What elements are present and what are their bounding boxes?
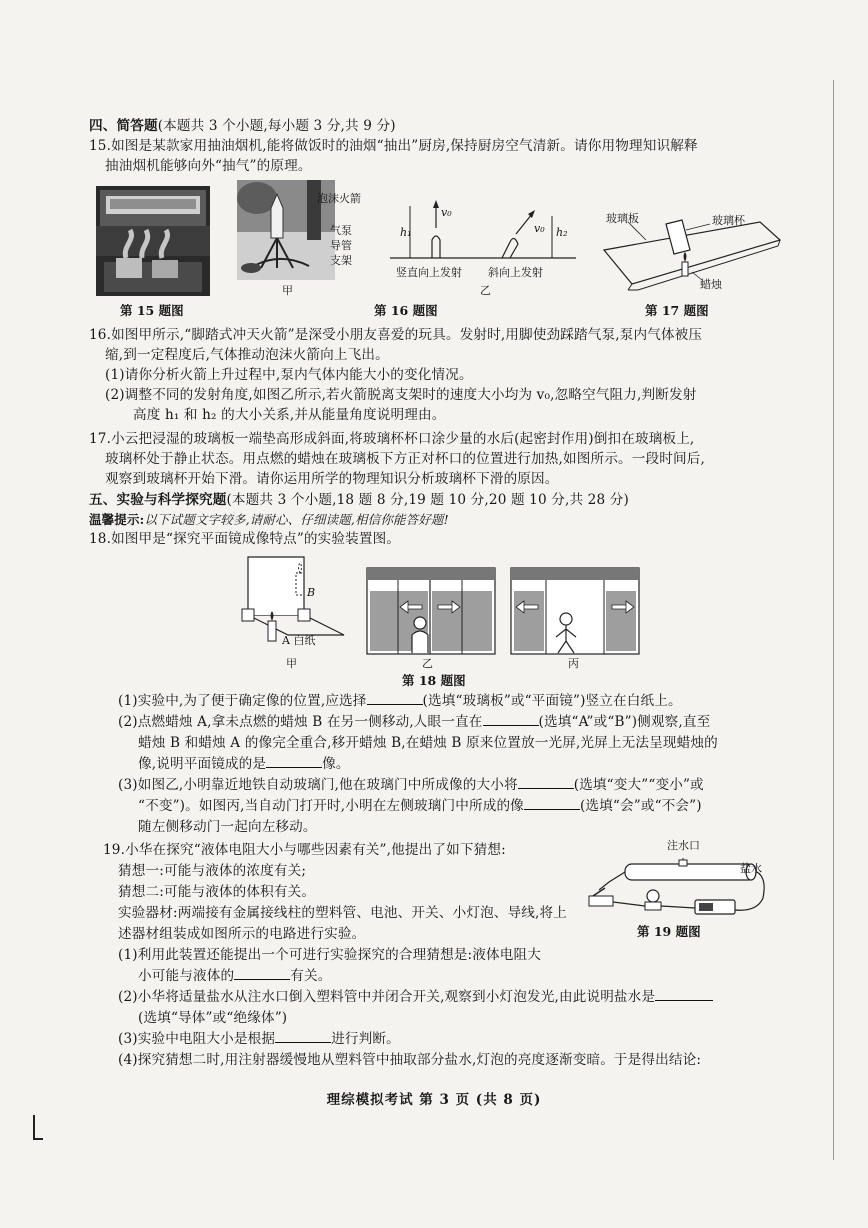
- q18-s3-blank-2[interactable]: [524, 797, 580, 810]
- section4-title: 四、简答题: [89, 118, 158, 134]
- section5-heading: [89, 491, 629, 509]
- fig16-oblique-label: 斜向上发射: [488, 266, 543, 279]
- fig18-label-b: B: [307, 586, 316, 599]
- q19-intro: 19.小华在探究“液体电阻大小与哪些因素有关”,他提出了如下猜想:: [103, 842, 506, 858]
- corner-mark-bottom: [33, 1138, 43, 1140]
- q19-s4: (4)探究猜想二时,用注射器缓慢地从塑料管中抽取部分盐水,灯泡的亮度逐渐变暗。于是得出结论:: [118, 1052, 702, 1068]
- fig18-label-a-paper: A 白纸: [282, 634, 316, 647]
- q19-s1-line2: [138, 967, 331, 985]
- q18-s2-line3: [138, 755, 350, 773]
- section5-note: (本题共 3 个小题,18 题 8 分,19 题 10 分,20 题 10 分,共 28 分): [226, 492, 629, 508]
- tip-label: 温馨提示:: [89, 512, 145, 527]
- tip-line: [89, 511, 449, 529]
- q19-equip-line2: 述器材组装成如图所示的电路进行实验。: [118, 926, 366, 942]
- fig17-label-glass-plate: 玻璃板: [606, 212, 639, 225]
- page-footer: 理综模拟考试 第 3 页 (共 8 页): [326, 1092, 542, 1108]
- q16-line1: 16.如图甲所示,“脚踏式冲天火箭”是深受小朋友喜爱的玩具。发射时,用脚使劲踩踏气泵,泵内气体被压: [89, 327, 703, 343]
- q19-s3-text-b: 进行判断。: [331, 1031, 400, 1047]
- q16-line2: 缩,到一定程度后,气体推动泡沫火箭向上飞出。: [105, 347, 389, 363]
- q19-s3: [118, 1030, 400, 1048]
- fig18-bing-door-open: [510, 567, 640, 655]
- q17-line3: 观察到玻璃杯开始下滑。请你运用所学的物理知识分析玻璃杯下滑的原因。: [105, 471, 559, 487]
- q18-s2-text-a: (2)点燃蜡烛 A,拿未点燃的蜡烛 B 在另一侧移动,人眼一直在: [118, 714, 483, 730]
- fig16-v0-label-2: v₀: [534, 222, 545, 235]
- corner-mark: [33, 1115, 35, 1139]
- q19-equip-line1: 实验器材:两端接有金属接线柱的塑料管、电池、开关、小灯泡、导线,将上: [118, 905, 567, 921]
- section4-heading: [89, 117, 396, 135]
- fig15-caption: 第 15 题图: [120, 303, 184, 318]
- fig15-range-hood-photo: [96, 186, 210, 296]
- q19-s1-text-c: 有关。: [290, 968, 332, 984]
- q16-sub1: (1)请你分析火箭上升过程中,泵内气体内能大小的变化情况。: [105, 367, 473, 383]
- fig18-jia-label: 甲: [286, 657, 297, 670]
- q18-s3-text-c: “不变”)。如图丙,当自动门打开时,小明在左侧玻璃门中所成的像: [138, 798, 524, 814]
- fig19-caption: 第 19 题图: [637, 924, 701, 939]
- fig16-h1-label: h₁: [400, 226, 412, 239]
- q18-s3-text-b: (选填“变大”“变小”或: [573, 777, 704, 793]
- q18-s1-blank[interactable]: [367, 692, 423, 705]
- q19-s2-blank[interactable]: [655, 988, 713, 1001]
- q18-s1-text-b: (选填“玻璃板”或“平面镜”)竖立在白纸上。: [422, 693, 682, 709]
- q18-s2: [118, 713, 710, 731]
- q18-s3-text-a: (3)如图乙,小明靠近地铁自动玻璃门,他在玻璃门中所成像的大小将: [118, 777, 518, 793]
- q18-s2-blank-2[interactable]: [266, 755, 322, 768]
- q17-line1: 17.小云把浸湿的玻璃板一端垫高形成斜面,将玻璃杯杯口涂少量的水后(起密封作用)倒扣在玻璃板上,: [89, 431, 695, 447]
- q18-s1-text-a: (1)实验中,为了便于确定像的位置,应选择: [118, 693, 367, 709]
- fig16-vertical-label: 竖直向上发射: [396, 266, 462, 279]
- fig19-inlet-label: 注水口: [667, 839, 700, 852]
- fig18-yi-door-closed: [366, 567, 496, 655]
- fig16-caption: 第 16 题图: [374, 303, 438, 318]
- q19-s3-blank[interactable]: [275, 1030, 331, 1043]
- fig18-bing-label: 丙: [568, 657, 579, 670]
- q19-s2: [118, 988, 713, 1006]
- scan-edge-line: [833, 80, 834, 1160]
- q19-s1-blank[interactable]: [234, 967, 290, 980]
- fig16-v0-label-1: v₀: [441, 206, 452, 219]
- q19-s1-text-b: 小可能与液体的: [138, 968, 235, 984]
- fig16-h2-label: h₂: [556, 226, 568, 239]
- fig16-yi-label: 乙: [480, 284, 491, 297]
- fig16-label-tube: 导管: [330, 239, 352, 252]
- q18-s1: [118, 692, 682, 710]
- q19-guess1: 猜想一:可能与液体的浓度有关;: [118, 863, 307, 879]
- section4-note: (本题共 3 个小题,每小题 3 分,共 9 分): [157, 118, 396, 134]
- q19-guess2: 猜想二:可能与液体的体积有关。: [118, 884, 316, 900]
- q18-s3-text-d: (选填“会”或“不会”): [579, 798, 702, 814]
- q19-s2-text-a: (2)小华将适量盐水从注水口倒入塑料管中并闭合开关,观察到小灯泡发光,由此说明盐水是: [118, 989, 656, 1005]
- fig16-jia-label: 甲: [282, 284, 293, 297]
- fig18-caption: 第 18 题图: [402, 673, 466, 688]
- fig16-label-pump: 气泵: [330, 224, 352, 237]
- fig19-salt-water-label: 盐水: [740, 862, 762, 875]
- q18-s2-text-d: 像,说明平面镜成的是: [138, 756, 267, 772]
- q15-line2: 抽油烟机能够向外“抽气”的原理。: [105, 158, 312, 174]
- fig17-label-candle: 蜡烛: [700, 278, 722, 291]
- q19-s2-line2: (选填“导体”或“绝缘体”): [138, 1010, 288, 1026]
- tip-text: 以下试题文字较多,请耐心、仔细读题,相信你能答好题!: [144, 512, 449, 527]
- q15-line1: 15.如图是某款家用抽油烟机,能将做饭时的油烟“抽出”厨房,保持厨房空气清新。请你用物理知识解释: [89, 138, 698, 154]
- fig17-label-glass-cup: 玻璃杯: [712, 214, 745, 227]
- q18-intro: 18.如图甲是“探究平面镜成像特点”的实验装置图。: [89, 531, 401, 547]
- q18-s3-line2: [138, 797, 702, 815]
- q19-s3-text-a: (3)实验中电阻大小是根据: [118, 1031, 276, 1047]
- q18-s2-text-b: (选填“A”或“B”)侧观察,直至: [538, 714, 711, 730]
- fig17-caption: 第 17 题图: [645, 303, 709, 318]
- fig16-yi-launch-diagram: [390, 196, 580, 266]
- q18-s3-blank-1[interactable]: [518, 776, 574, 789]
- q18-s2-line2: 蜡烛 B 和蜡烛 A 的像完全重合,移开蜡烛 B,在蜡烛 B 原来位置放一光屏,光屏上无法呈现蜡烛的: [138, 735, 718, 751]
- q18-s3-line3: 随左侧移动门一起向左移动。: [138, 819, 317, 835]
- q19-s1: (1)利用此装置还能提出一个可进行实验探究的合理猜想是:液体电阻大: [118, 947, 542, 963]
- fig16-label-foam-rocket: 泡沫火箭: [317, 192, 361, 205]
- fig18-yi-label: 乙: [422, 657, 433, 670]
- q18-s2-text-e: 像。: [322, 756, 350, 772]
- fig16-label-stand: 支架: [330, 254, 352, 267]
- section5-title: 五、实验与科学探究题: [89, 492, 227, 508]
- q18-s3: [118, 776, 704, 794]
- q17-line2: 玻璃杯处于静止状态。用点燃的蜡烛在玻璃板下方正对杯口的位置进行加热,如图所示。一段时间后,: [105, 451, 705, 467]
- q16-sub2b: 高度 h₁ 和 h₂ 的大小关系,并从能量角度说明理由。: [133, 407, 446, 423]
- q18-s2-blank-1[interactable]: [483, 713, 539, 726]
- q16-sub2a: (2)调整不同的发射角度,如图乙所示,若火箭脱离支架时的速度大小均为 v₀,忽略空气阻力,判断发射: [105, 387, 697, 403]
